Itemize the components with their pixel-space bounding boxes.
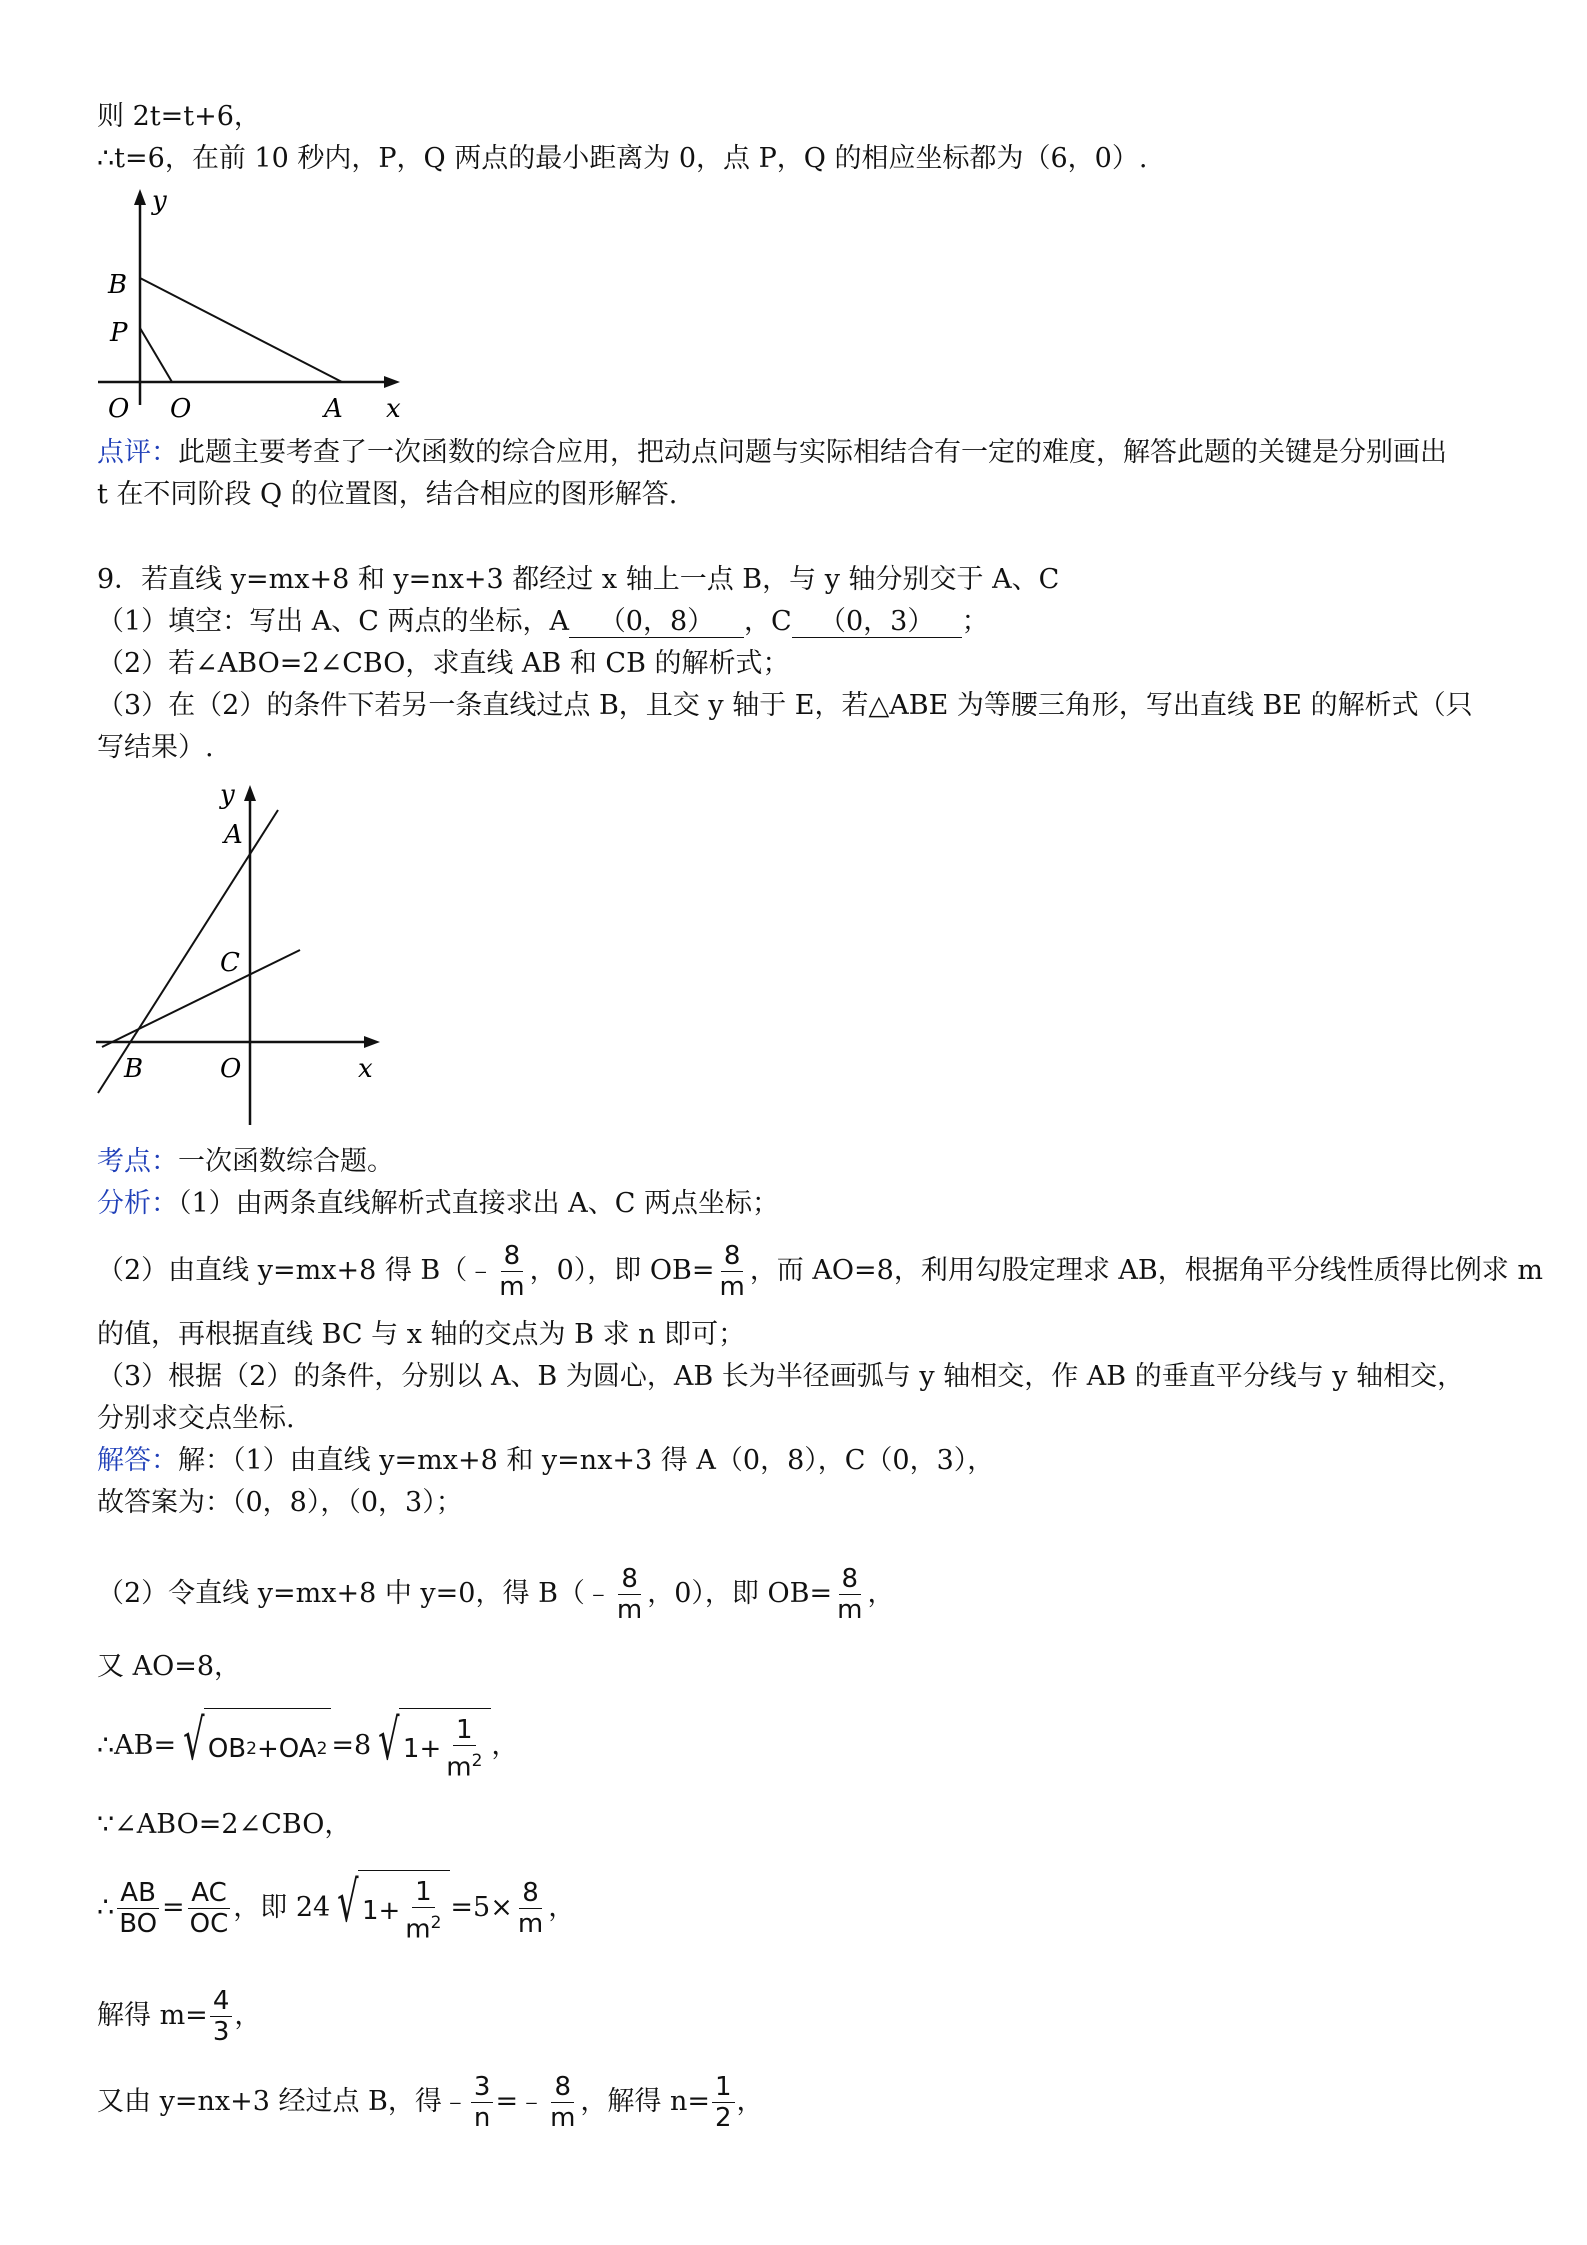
fig2-label-x: x [358, 1054, 373, 1084]
fenxi-l2-c: ，而 AO=8，利用勾股定理求 AB，根据角平分线性质得比例求 m [749, 1255, 1543, 1286]
fraction-3-over-n: $\frac{3}{n}$ [471, 2072, 494, 2133]
comment-line-2: t 在不同阶段 Q 的位置图，结合相应的图形解答. [97, 479, 678, 510]
fraction-4-over-3: $\frac{4}{3}$ [210, 1986, 233, 2047]
sqrt-1-plus-1-over-m2: √ 1+ $\frac{1}{m^2}$ [371, 1708, 491, 1785]
fig1-label-a: A [324, 394, 343, 424]
kaodian-label: 考点： [97, 1146, 178, 1177]
figure-2-lines-diagram [90, 775, 390, 1135]
sqrt-ob2-plus-oa2: √ OB 2 + OA 2 [176, 1708, 331, 1785]
fraction-8-over-m: $\frac{8}{m}$ [616, 1564, 643, 1625]
fenxi-line-1 [97, 1187, 779, 1221]
fraction-ab-over-bo: $\frac{AB}{BO}$ [119, 1878, 158, 1939]
jieda-l9-d: ， [736, 2086, 764, 2117]
fenxi-text-1: （1）由两条直线解析式直接求出 A、C 两点坐标； [178, 1188, 779, 1219]
jieda-l8-a: 解得 m= [97, 2000, 208, 2031]
prev-line-1: 则 2t=t+6， [97, 101, 261, 132]
jieda-l5-a: ∴AB= [97, 1730, 177, 1761]
fig2-label-o: O [220, 1054, 242, 1084]
jieda-line-8 [97, 1982, 261, 2050]
jieda-line-6: ∵∠ABO=2∠CBO， [97, 1809, 352, 1840]
q9-p1-prefix: （1）填空：写出 A、C 两点的坐标，A [97, 606, 569, 637]
kaodian-text: 一次函数综合题。 [178, 1146, 394, 1177]
fig1-label-x: x [386, 394, 401, 424]
fig1-label-y: y [152, 186, 167, 216]
fenxi-l2-b: ，0），即 OB= [529, 1255, 715, 1286]
jieda-l3-a: （2）令直线 y=mx+8 中 y=0，得 B（﹣ [97, 1578, 612, 1609]
jieda-l7-b: = [162, 1892, 185, 1923]
jieda-label: 解答： [97, 1445, 178, 1476]
jieda-l9-b: =﹣ [495, 2086, 546, 2117]
jieda-l7-e: ， [548, 1892, 576, 1923]
comment-line-1 [97, 436, 1447, 470]
jieda-line-1 [97, 1444, 994, 1478]
jieda-line-4: 又 AO=8， [97, 1651, 242, 1682]
jieda-line-9 [97, 2068, 764, 2136]
jieda-l7-d: =5× [450, 1892, 513, 1923]
fenxi-line-5: 分别求交点坐标. [97, 1403, 295, 1434]
fenxi-l2-a: （2）由直线 y=mx+8 得 B（﹣ [97, 1255, 495, 1286]
fig1-label-o1: O [108, 394, 130, 424]
sqrt-1-plus-1-over-m2: √ 1+ $\frac{1}{m^2}$ [330, 1870, 450, 1947]
fig2-label-a: A [224, 820, 243, 850]
jieda-l8-b: ， [234, 2000, 262, 2031]
jieda-text-1: 解：（1）由直线 y=mx+8 和 y=nx+3 得 A（0，8），C（0，3）， [178, 1445, 995, 1476]
jieda-l5-c: ， [491, 1730, 519, 1761]
jieda-l3-c: ， [867, 1578, 895, 1609]
fig1-label-b: B [108, 270, 128, 300]
fenxi-line-2 [97, 1237, 1543, 1305]
fig2-label-b: B [124, 1054, 144, 1084]
comment-label: 点评： [97, 437, 178, 468]
q9-part-3-line-2: 写结果）. [97, 732, 214, 763]
jieda-l7-c: ，即 24 [233, 1892, 331, 1923]
jieda-line-7 [97, 1870, 575, 1947]
jieda-l9-c: ，解得 n= [580, 2086, 710, 2117]
fenxi-label: 分析： [97, 1188, 178, 1219]
answer-blank-a: （0，8） [569, 607, 744, 638]
jieda-l3-b: ，0），即 OB= [647, 1578, 833, 1609]
jieda-line-2: 故答案为：（0，8），（0，3）； [97, 1487, 463, 1518]
fraction-8-over-m: $\frac{8}{m}$ [550, 2072, 576, 2133]
fraction-8-over-m: $\frac{8}{m}$ [719, 1241, 745, 1302]
fraction-8-over-m: $\frac{8}{m}$ [517, 1878, 544, 1939]
answer-blank-c: （0，3） [792, 607, 962, 638]
fenxi-line-3: 的值，再根据直线 BC 与 x 轴的交点为 B 求 n 即可； [97, 1319, 746, 1350]
q9-stem: 9．若直线 y=mx+8 和 y=nx+3 都经过 x 轴上一点 B，与 y 轴分别交于 A、C [97, 564, 1060, 595]
q9-part-2: （2）若∠ABO=2∠CBO，求直线 AB 和 CB 的解析式； [97, 648, 790, 679]
fig1-label-o2: O [170, 394, 192, 424]
figure-1-coordinate-diagram [90, 185, 420, 425]
fig1-label-p: P [110, 318, 128, 348]
q9-part-3-line-1: （3）在（2）的条件下若另一条直线过点 B，且交 y 轴于 E，若△ABE 为等腰三角形，写出直线 BE 的解析式（只 [97, 690, 1473, 721]
fraction-ac-over-oc: $\frac{AC}{OC}$ [189, 1878, 229, 1939]
jieda-line-3 [97, 1560, 894, 1628]
jieda-l5-b: =8 [331, 1730, 372, 1761]
jieda-line-5 [97, 1708, 518, 1785]
fig2-label-y: y [220, 780, 235, 810]
fraction-8-over-m: $\frac{8}{m}$ [499, 1241, 525, 1302]
prev-line-2: ∴t=6，在前 10 秒内，P，Q 两点的最小距离为 0，点 P，Q 的相应坐标都为（6，0）. [97, 143, 1148, 174]
q9-p1-end: ； [961, 606, 989, 637]
q9-part-1 [97, 605, 989, 639]
fig2-label-c: C [220, 948, 240, 978]
comment-text-1: 此题主要考查了一次函数的综合应用，把动点问题与实际相结合有一定的难度，解答此题的关键是分别画出 [178, 437, 1447, 468]
q9-p1-mid: ，C [744, 606, 792, 637]
jieda-l9-a: 又由 y=nx+3 经过点 B，得﹣ [97, 2086, 469, 2117]
fenxi-line-4: （3）根据（2）的条件，分别以 A、B 为圆心，AB 长为半径画弧与 y 轴相交，作 AB 的垂直平分线与 y 轴相交， [97, 1361, 1465, 1392]
kaodian-line [97, 1145, 394, 1179]
jieda-l7-a: ∴ [97, 1892, 115, 1923]
fraction-8-over-m: $\frac{8}{m}$ [837, 1564, 863, 1625]
fraction-1-over-2: $\frac{1}{2}$ [712, 2072, 735, 2133]
